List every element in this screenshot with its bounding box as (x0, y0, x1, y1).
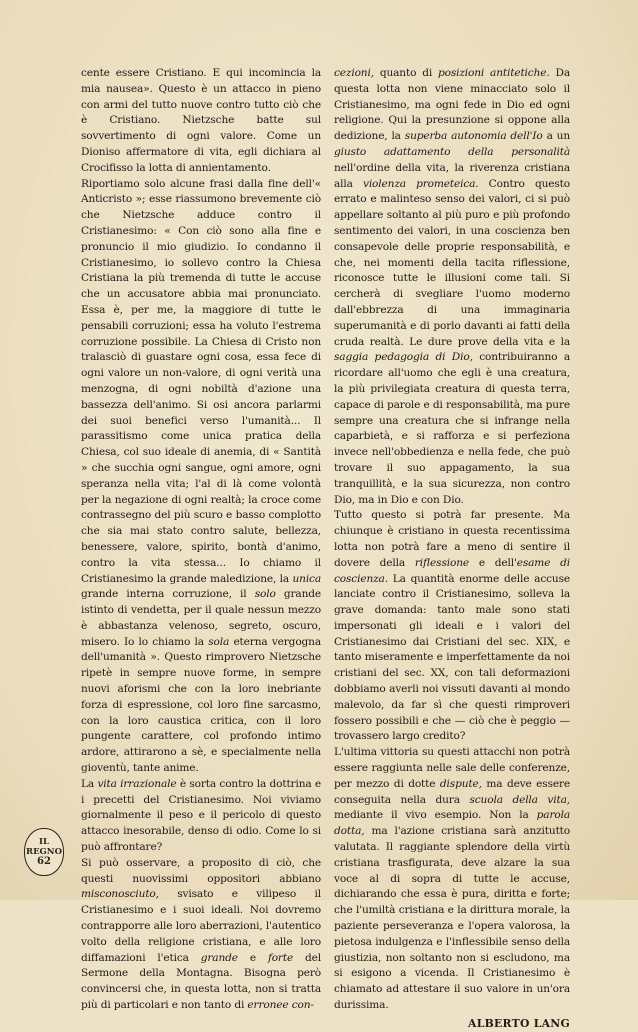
folio-line-1: IL (39, 837, 49, 847)
paragraph-1: cente essere Cristiano. E qui incomincia la mia nausea». Questo è un attacco in pieno con armi del tutto nuove contro tutto ciò che è Cristiano. Nietzsche batte sul sovvertimento di ogni valore. Come un Dioniso affermatore di vita, egli dichiara al Crocifisso la lotta di annientamento. (81, 67, 321, 174)
right-column (334, 66, 570, 1032)
left-column (81, 66, 321, 1014)
paragraph-6: Tutto questo si potrà far presente. Ma chiunque è cristiano in questa recentissima lotta non potrà fare a meno di sentire il dovere della riflessione e dell'esame di coscienza. La quantità enorme delle accuse lanciate contro il Cristianesimo, solleva la grave domanda: tanto male sono stati impersonati gli ideali e i valori del Cristianesimo dai Cristiani del sec. XIX, e tanto miseramente e imperfettamente da noi cristiani del sec. XX, con tali deformazioni dobbiamo averli noi vissuti davanti al mondo malevolo, da far sì che questi rimproveri fossero possibili e che — ciò che è peggio — trovassero largo credito? (334, 509, 570, 743)
paragraph-5: cezioni, quanto di posizioni antitetiche. Da questa lotta non viene minacciato solo il Cristianesimo, ma ogni fede in Dio ed ogni religione. Qui la presunzione si oppone alla dedizione, la superba autonomia dell'Io a un giusto adattamento della personalità nell'ordine della vita, la riverenza cristiana alla violenza prometeica. Contro questo errato e malinteso senso dei valori, ci si può appellare soltanto al più puro e più profondo sentimento dei valori, in una coscienza ben consapevole delle proprie responsabilità, e che, nei momenti della tacita riflessione, riconosce tutte le illusioni come tali. Si cercherà di svegliare l'uomo moderno dall'ebbrezza di una immaginaria superumanità e di porlo davanti ai fatti della cruda realtà. Le dure prove della vita e la saggia pedagogia di Dio, contribuiranno a ricordare all'uomo che egli è una creatura, la più privilegiata creatura di questa terra, capace di parole e di responsabilità, ma pure sempre una creatura che si infrange nella caparbietà, e si rafforza e si perfeziona invece nell'obbedienza e nella fede, che può trovare il suo appagamento, la sua tranquillità, e la sua sicurezza, non contro Dio, ma in Dio e con Dio. (334, 67, 571, 506)
paragraph-2: Riportiamo solo alcune frasi dalla fine dell'« Anticristo »; esse riassumono brevemente ciò che Nietzsche adduce contro il Cristianesimo: « Con ciò sono alla fine e pronuncio il mio giudizio. Io condanno il Cristianesimo, io sollevo contro la Chiesa Cristiana la più tremenda di tutte le accuse che un accusatore abbia mai pronunciato. Essa è, per me, la maggiore di tutte le pensabili corruzioni; essa ha voluto l'estrema corruzione possibile. La Chiesa di Cristo non tralasciò di guastare ogni cosa, essa fece di ogni valore un non-valore, di ogni verità una menzogna, di ogni nobiltà d'azione una bassezza dell'animo. Si osi ancora parlarmi dei suoi benefici verso l'umanità... Il parassitismo come unica pratica della Chiesa, col suo ideale di anemia, di « Santità » che succhia ogni sangue, ogni amore, ogni speranza nella vita; l'al di là come volontà per la negazione di ogni realtà; la croce come contrassegno del più scuro e basso complotto che sia mai stato contro salute, bellezza, benessere, valore, spirito, bontà d'animo, contro la vita stessa... Io chiamo il Cristianesimo la grande maledizione, la unica grande interna corruzione, il solo grande istinto di vendetta, per il quale nessun mezzo è abbastanza velenoso, segreto, oscuro, misero. Io lo chiamo la sola eterna vergogna dell'umanità ». Questo rimprovero Nietzsche ripetè in sempre nuove forme, in sempre nuovi aforismi che con la loro inebriante forza di espressione, col loro fine sarcasmo, con la loro caustica critica, con il loro pungente carattere, col profondo intimo ardore, attirarono a sè, e specialmente nella gioventù, tante anime. (81, 177, 322, 775)
paragraph-4: Si può osservare, a proposito di ciò, che questi nuovissimi oppositori abbiano misconosciuto, svisato e vilipeso il Cristianesimo e i suoi ideali. Noi dovremo contrapporre alle loro aberrazioni, l'autentico volto della religione cristiana, e alle loro diffamazioni l'etica grande e forte del Sermone della Montagna. Bisogna però convincersi che, in questa lotta, non si tratta più di particolari e non tanto di erronee con- (81, 856, 322, 1012)
page-number: 62 (37, 856, 51, 867)
folio-badge (24, 828, 64, 876)
author-signature: ALBERTO LANG (468, 1016, 570, 1030)
paragraph-7: L'ultima vittoria su questi attacchi non potrà essere raggiunta nelle sale delle conferenze, per mezzo di dotte dispute, ma deve essere conseguita nella dura scuola della vita, mediante il vivo esempio. Non la parola dotta, ma l'azione cristiana sarà anzitutto valutata. Il raggiante splendore della virtù cristiana trasfigurata, deve alzare la sua voce al di sopra di tutte le accuse, dichiarando che essa è pura, diritta e forte; che l'umiltà cristiana e la dirittura morale, la paziente perseveranza e l'opera valorosa, la pietosa indulgenza e l'inflessibile senso della giustizia, non soltanto non si escludono, ma si esigono a vicenda. Il Cristianesimo è chiamato ad attestare il suo valore in un'ora durissima. (334, 746, 571, 1012)
paragraph-3: La vita irrazionale è sorta contro la dottrina e i precetti del Cristianesimo. Noi viviamo giornalmente il peso e il pericolo di questo attacco inesorabile, denso di odio. Come lo si può affrontare? (81, 777, 322, 854)
folio-line-2: REGNO (26, 847, 62, 857)
